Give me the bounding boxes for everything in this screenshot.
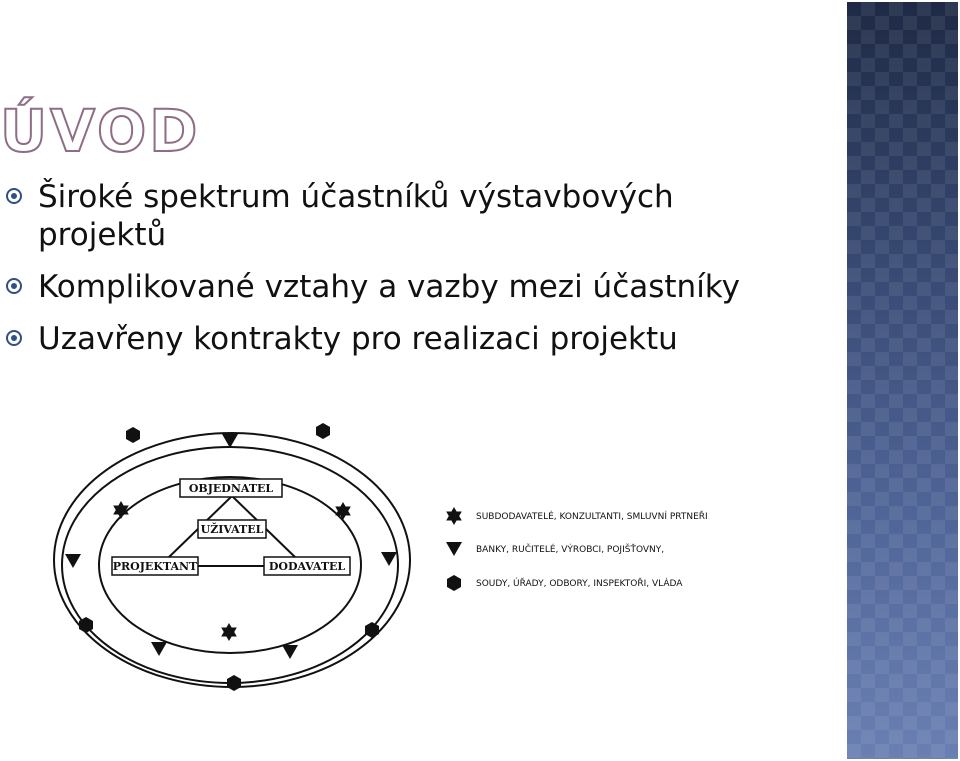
slide-title: ÚVOD — [0, 97, 201, 165]
bullet-circle-icon — [6, 330, 22, 346]
bullet-item — [0, 268, 840, 306]
decorative-side-panel — [847, 2, 958, 759]
bullet-text: Uzavřeny kontrakty pro realizaci projektu — [38, 321, 678, 357]
hexagon-icon — [365, 622, 379, 638]
legend-item — [447, 575, 683, 591]
node-label-right: DODAVATEL — [268, 560, 346, 573]
hexagon-icon — [447, 575, 461, 591]
bullet-circle-icon — [6, 278, 22, 294]
legend-label: SOUDY, ÚŘADY, ODBORY, INSPEKTOŘI, VLÁDA — [476, 579, 683, 589]
bullet-list — [0, 178, 840, 358]
star-icon — [221, 623, 237, 641]
node-projektant — [112, 557, 198, 575]
bullet-text: Široké spektrum účastníků výstavbových projektů — [38, 179, 674, 253]
bullet-item — [0, 320, 840, 358]
stakeholder-diagram — [0, 400, 740, 700]
node-label-left: PROJEKTANT — [112, 560, 198, 573]
down-triangle-icon — [282, 645, 298, 659]
down-triangle-icon — [446, 542, 462, 556]
legend — [446, 507, 708, 591]
down-triangle-icon — [151, 642, 167, 656]
star-icon — [446, 507, 462, 525]
node-objednatel — [180, 479, 282, 497]
outer-ring — [54, 433, 410, 687]
node-label-center: UŽIVATEL — [200, 523, 264, 536]
legend-label: BANKY, RUČITELÉ, VÝROBCI, POJIŠŤOVNY, — [476, 545, 665, 555]
bullet-item — [0, 178, 718, 254]
hexagon-icon — [316, 423, 330, 439]
node-uzivatel — [198, 520, 266, 538]
down-triangle-icon — [381, 552, 397, 566]
legend-item — [446, 507, 708, 525]
hexagon-icon — [227, 675, 241, 691]
star-icon — [335, 502, 351, 520]
down-triangle-icon — [65, 554, 81, 568]
hexagon-icon — [126, 427, 140, 443]
down-triangle-icon — [222, 434, 238, 448]
legend-item — [446, 542, 664, 556]
node-label-top: OBJEDNATEL — [188, 482, 274, 495]
bullet-text: Komplikované vztahy a vazby mezi účastníky — [38, 269, 740, 305]
node-dodavatel — [264, 557, 350, 575]
bullet-circle-icon — [6, 188, 22, 204]
legend-label: SUBDODAVATELÉ, KONZULTANTI, SMLUVNÍ PRTNEŘI — [476, 512, 708, 522]
